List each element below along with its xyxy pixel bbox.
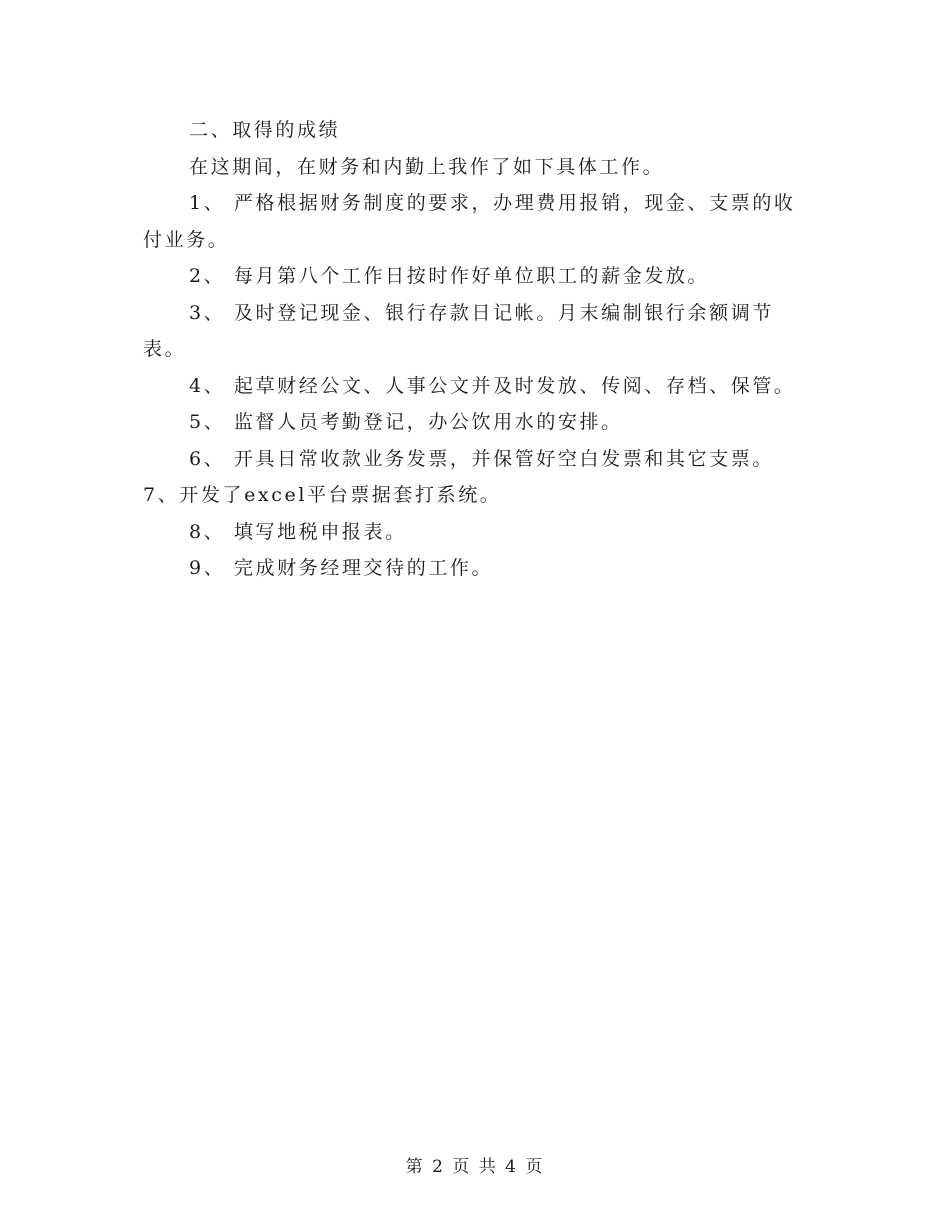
list-item: 6、 开具日常收款业务发票，并保管好空白发票和其它支票。7、开发了excel平台票据套打系统。: [143, 447, 774, 506]
list-item: 8、 填写地税申报表。: [189, 520, 407, 543]
document-body: [143, 112, 808, 587]
list-item: 2、 每月第八个工作日按时作好单位职工的薪金发放。: [189, 265, 710, 287]
list-item: 4、 起草财经公文、人事公文并及时发放、传阅、存档、保管。: [189, 374, 796, 397]
list-item: 9、 完成财务经理交待的工作。: [189, 557, 494, 579]
section-heading: 二、取得的成绩: [189, 119, 341, 141]
intro-paragraph: 在这期间，在财务和内勤上我作了如下具体工作。: [189, 155, 665, 178]
list-item: 3、 及时登记现金、银行存款日记帐。月末编制银行余额调节表。: [143, 301, 774, 360]
list-item: 1、 严格根据财务制度的要求，办理费用报销，现金、支票的收付业务。: [143, 192, 796, 251]
page-number-footer: 第 2 页 共 4 页: [405, 1157, 545, 1177]
list-item: 5、 监督人员考勤登记，办公饮用水的安排。: [189, 411, 623, 433]
